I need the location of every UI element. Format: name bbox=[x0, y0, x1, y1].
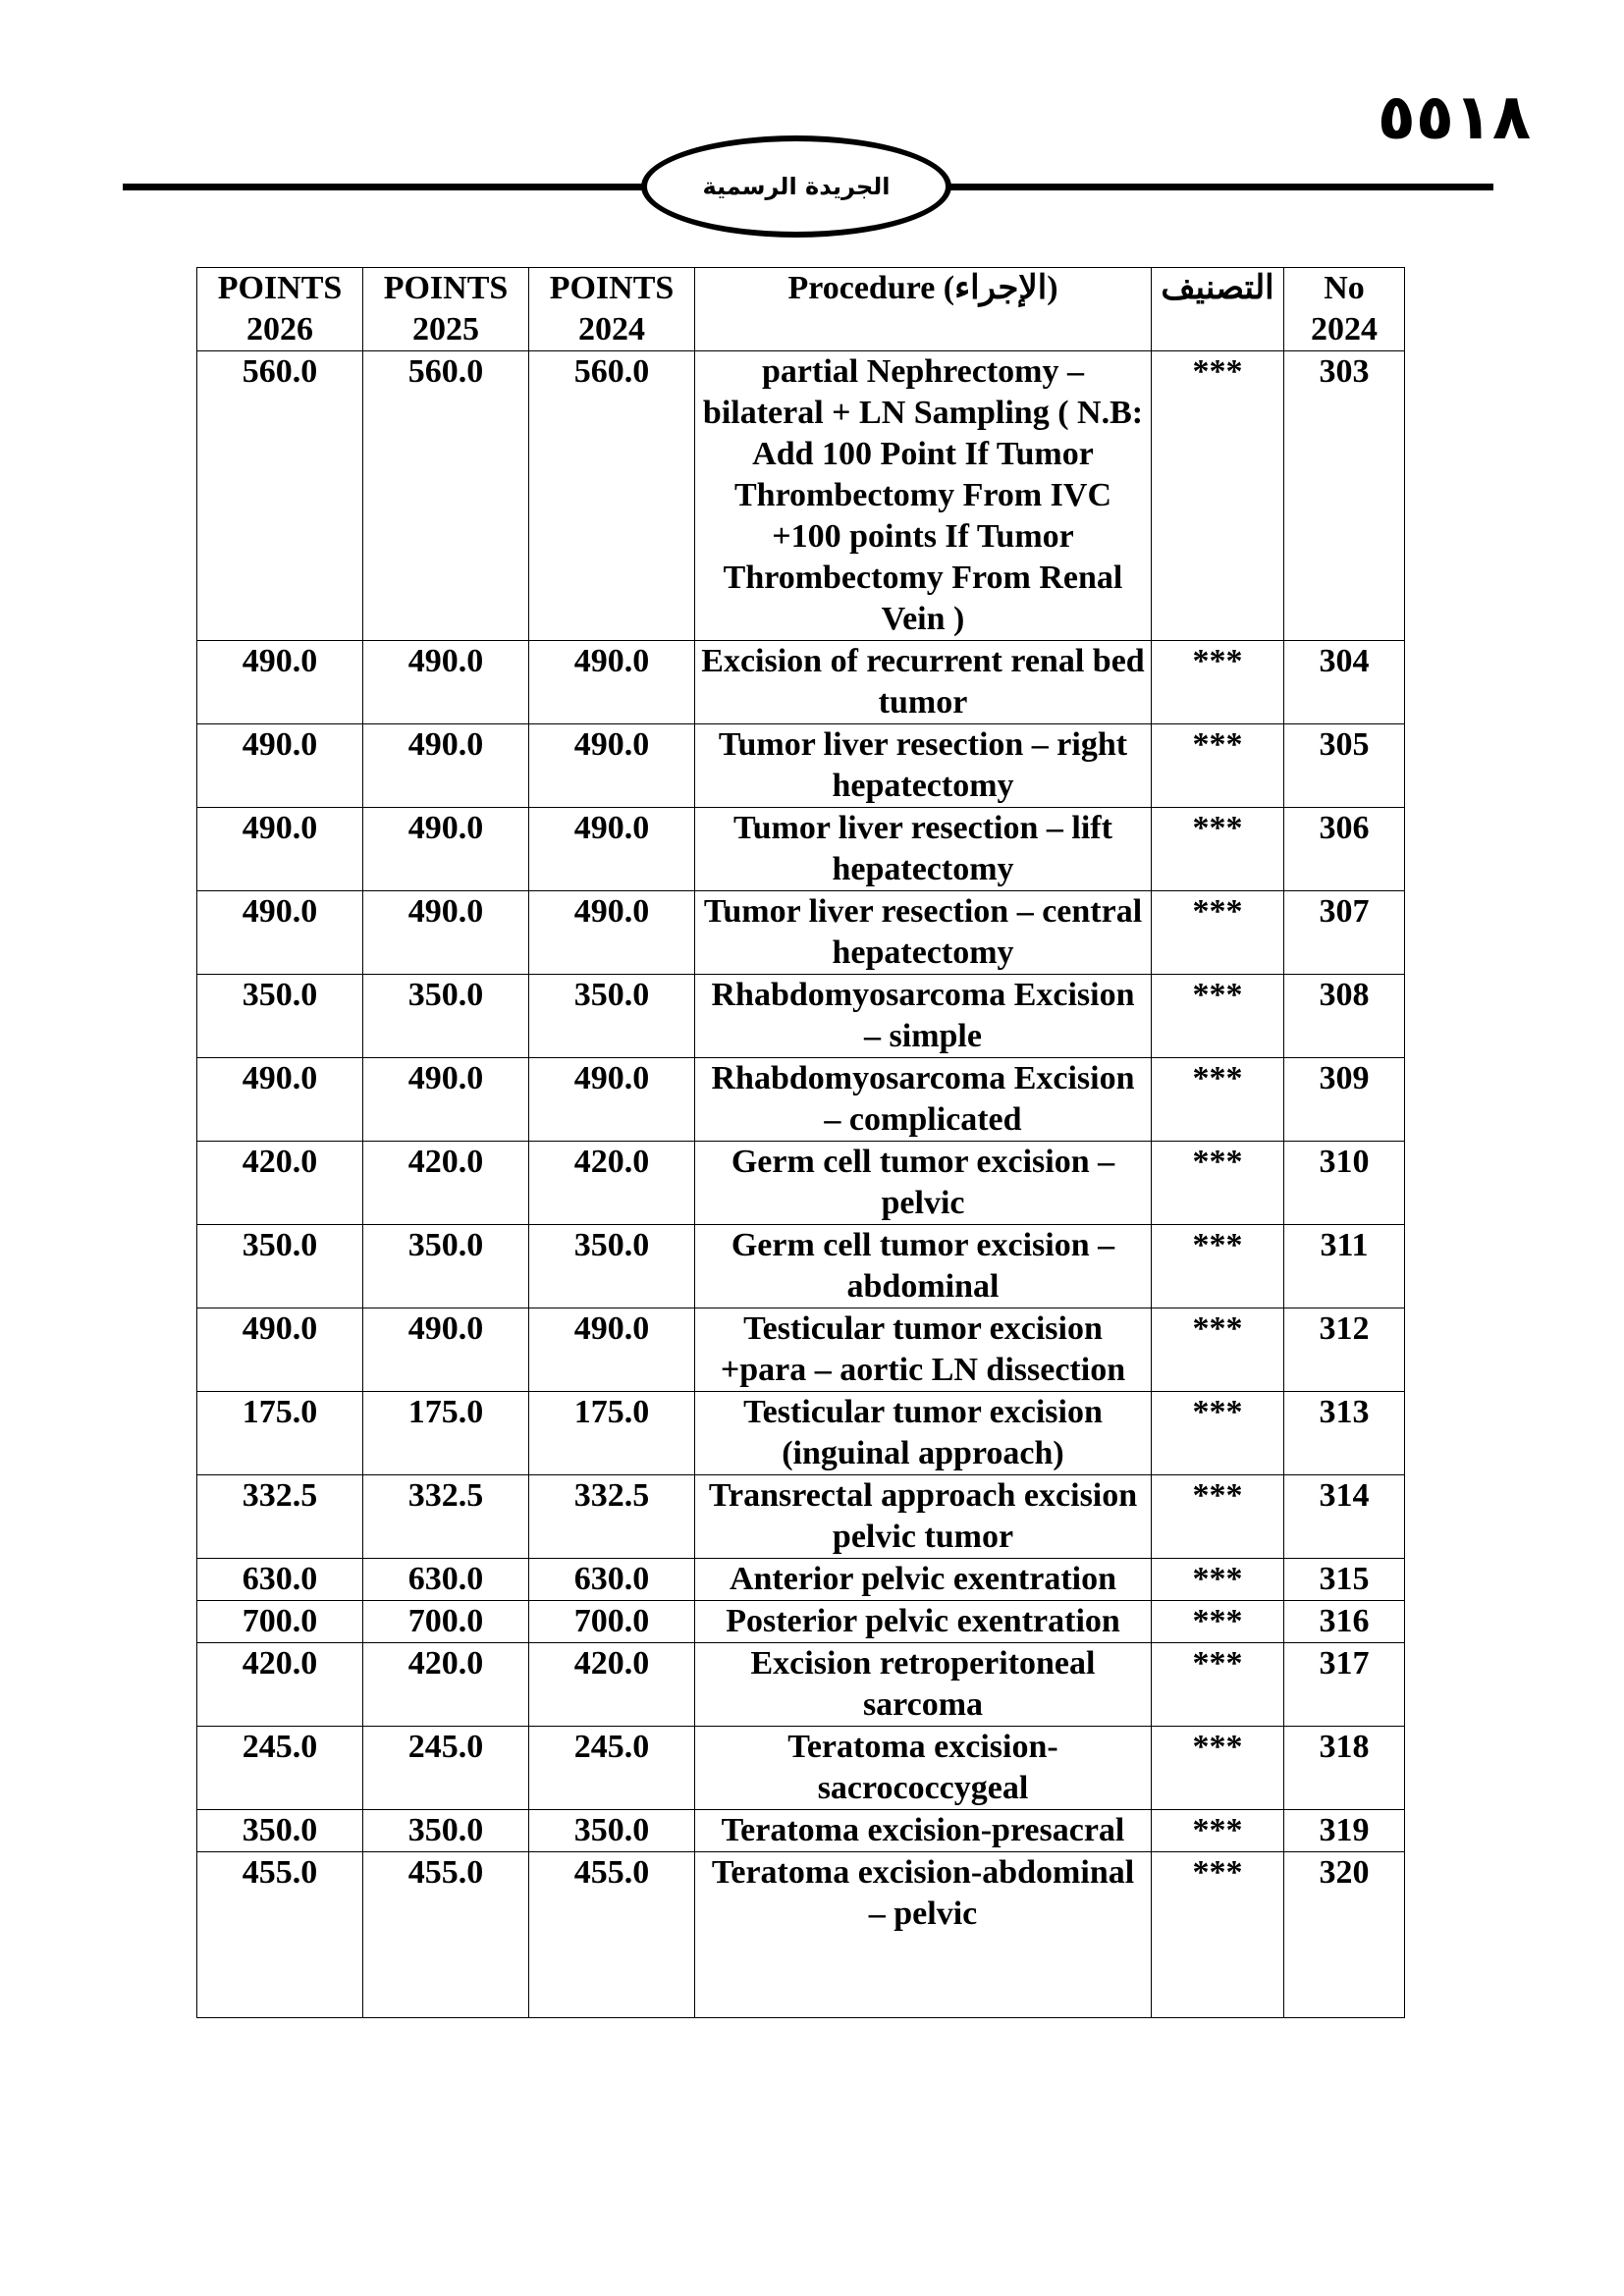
procedure-cell: Tumor liver resection – lift hepatectomy bbox=[695, 808, 1152, 891]
procedure-cell: Rhabdomyosarcoma Excision – complicated bbox=[695, 1058, 1152, 1142]
number-cell: 311 bbox=[1284, 1225, 1405, 1308]
points-2025-cell: 350.0 bbox=[363, 1810, 529, 1852]
points-2024-cell: 490.0 bbox=[529, 1058, 695, 1142]
classification-cell: *** bbox=[1152, 891, 1284, 975]
points-2025-cell: 700.0 bbox=[363, 1601, 529, 1643]
points-2026-cell: 350.0 bbox=[197, 1810, 363, 1852]
points-2025-cell: 490.0 bbox=[363, 891, 529, 975]
points-2025-cell: 490.0 bbox=[363, 641, 529, 724]
header-points-2025: POINTS 2025 bbox=[363, 268, 529, 351]
points-2024-cell: 455.0 bbox=[529, 1852, 695, 2018]
points-2025-cell: 560.0 bbox=[363, 351, 529, 641]
procedure-cell: Teratoma excision-abdominal – pelvic bbox=[695, 1852, 1152, 2018]
procedure-cell: partial Nephrectomy – bilateral + LN Sampling ( N.B: Add 100 Point If Tumor Thrombectomy From IVC +100 points If Tumor Thrombectomy From Renal Vein ) bbox=[695, 351, 1152, 641]
table-row bbox=[197, 1559, 1405, 1601]
table-row bbox=[197, 1475, 1405, 1559]
number-cell: 309 bbox=[1284, 1058, 1405, 1142]
table-row bbox=[197, 1727, 1405, 1810]
points-2025-cell: 350.0 bbox=[363, 1225, 529, 1308]
points-2025-cell: 490.0 bbox=[363, 724, 529, 808]
table-row bbox=[197, 1810, 1405, 1852]
points-2024-cell: 490.0 bbox=[529, 724, 695, 808]
points-2024-cell: 245.0 bbox=[529, 1727, 695, 1810]
points-2024-cell: 700.0 bbox=[529, 1601, 695, 1643]
number-cell: 303 bbox=[1284, 351, 1405, 641]
table-header-row bbox=[197, 268, 1405, 351]
procedure-cell: Excision retroperitoneal sarcoma bbox=[695, 1643, 1152, 1727]
table-row bbox=[197, 808, 1405, 891]
classification-cell: *** bbox=[1152, 1058, 1284, 1142]
points-2024-cell: 175.0 bbox=[529, 1392, 695, 1475]
number-cell: 315 bbox=[1284, 1559, 1405, 1601]
number-cell: 312 bbox=[1284, 1308, 1405, 1392]
points-2025-cell: 420.0 bbox=[363, 1142, 529, 1225]
gazette-title-oval bbox=[641, 135, 951, 238]
classification-cell: *** bbox=[1152, 1810, 1284, 1852]
number-cell: 316 bbox=[1284, 1601, 1405, 1643]
points-2025-cell: 420.0 bbox=[363, 1643, 529, 1727]
points-2025-cell: 490.0 bbox=[363, 808, 529, 891]
points-2026-cell: 350.0 bbox=[197, 1225, 363, 1308]
points-2025-cell: 455.0 bbox=[363, 1852, 529, 2018]
procedure-cell: Rhabdomyosarcoma Excision – simple bbox=[695, 975, 1152, 1058]
number-cell: 306 bbox=[1284, 808, 1405, 891]
number-cell: 313 bbox=[1284, 1392, 1405, 1475]
table-row bbox=[197, 351, 1405, 641]
points-2026-cell: 700.0 bbox=[197, 1601, 363, 1643]
points-2025-cell: 490.0 bbox=[363, 1308, 529, 1392]
number-cell: 307 bbox=[1284, 891, 1405, 975]
classification-cell: *** bbox=[1152, 1225, 1284, 1308]
points-2024-cell: 332.5 bbox=[529, 1475, 695, 1559]
classification-cell: *** bbox=[1152, 1559, 1284, 1601]
points-2026-cell: 420.0 bbox=[197, 1142, 363, 1225]
procedure-cell: Excision of recurrent renal bed tumor bbox=[695, 641, 1152, 724]
points-2025-cell: 490.0 bbox=[363, 1058, 529, 1142]
header-points-2024: POINTS 2024 bbox=[529, 268, 695, 351]
table-row bbox=[197, 1308, 1405, 1392]
table-row bbox=[197, 975, 1405, 1058]
number-cell: 305 bbox=[1284, 724, 1405, 808]
table-row bbox=[197, 1058, 1405, 1142]
header-points-2026: POINTS 2026 bbox=[197, 268, 363, 351]
number-cell: 308 bbox=[1284, 975, 1405, 1058]
points-2026-cell: 560.0 bbox=[197, 351, 363, 641]
points-2025-cell: 350.0 bbox=[363, 975, 529, 1058]
points-2026-cell: 332.5 bbox=[197, 1475, 363, 1559]
classification-cell: *** bbox=[1152, 641, 1284, 724]
number-cell: 320 bbox=[1284, 1852, 1405, 2018]
points-2026-cell: 455.0 bbox=[197, 1852, 363, 2018]
points-2025-cell: 245.0 bbox=[363, 1727, 529, 1810]
number-cell: 314 bbox=[1284, 1475, 1405, 1559]
points-2026-cell: 420.0 bbox=[197, 1643, 363, 1727]
points-2025-cell: 630.0 bbox=[363, 1559, 529, 1601]
table-row bbox=[197, 1643, 1405, 1727]
points-2024-cell: 490.0 bbox=[529, 891, 695, 975]
points-2024-cell: 490.0 bbox=[529, 641, 695, 724]
header-procedure: Procedure (الإجراء) bbox=[695, 268, 1152, 351]
classification-cell: *** bbox=[1152, 724, 1284, 808]
procedure-cell: Germ cell tumor excision – abdominal bbox=[695, 1225, 1152, 1308]
points-2024-cell: 350.0 bbox=[529, 975, 695, 1058]
procedure-cell: Tumor liver resection – central hepatectomy bbox=[695, 891, 1152, 975]
number-cell: 310 bbox=[1284, 1142, 1405, 1225]
points-2024-cell: 490.0 bbox=[529, 1308, 695, 1392]
procedure-cell: Teratoma excision-presacral bbox=[695, 1810, 1152, 1852]
procedure-cell: Testicular tumor excision +para – aortic LN dissection bbox=[695, 1308, 1152, 1392]
number-cell: 317 bbox=[1284, 1643, 1405, 1727]
points-2026-cell: 175.0 bbox=[197, 1392, 363, 1475]
table-row bbox=[197, 641, 1405, 724]
classification-cell: *** bbox=[1152, 1643, 1284, 1727]
number-cell: 319 bbox=[1284, 1810, 1405, 1852]
table-row bbox=[197, 1225, 1405, 1308]
table-row bbox=[197, 1852, 1405, 2018]
table-row bbox=[197, 724, 1405, 808]
points-2024-cell: 420.0 bbox=[529, 1643, 695, 1727]
table-row bbox=[197, 891, 1405, 975]
procedure-cell: Germ cell tumor excision – pelvic bbox=[695, 1142, 1152, 1225]
points-2025-cell: 332.5 bbox=[363, 1475, 529, 1559]
classification-cell: *** bbox=[1152, 1142, 1284, 1225]
table-row bbox=[197, 1601, 1405, 1643]
points-2026-cell: 245.0 bbox=[197, 1727, 363, 1810]
points-2024-cell: 630.0 bbox=[529, 1559, 695, 1601]
classification-cell: *** bbox=[1152, 1727, 1284, 1810]
number-cell: 304 bbox=[1284, 641, 1405, 724]
points-2024-cell: 350.0 bbox=[529, 1810, 695, 1852]
classification-cell: *** bbox=[1152, 1308, 1284, 1392]
procedure-cell: Teratoma excision-sacrococcygeal bbox=[695, 1727, 1152, 1810]
procedure-cell: Posterior pelvic exentration bbox=[695, 1601, 1152, 1643]
classification-cell: *** bbox=[1152, 351, 1284, 641]
classification-cell: *** bbox=[1152, 1392, 1284, 1475]
number-cell: 318 bbox=[1284, 1727, 1405, 1810]
procedure-cell: Transrectal approach excision pelvic tumor bbox=[695, 1475, 1152, 1559]
points-2026-cell: 490.0 bbox=[197, 891, 363, 975]
header-classification: التصنيف bbox=[1152, 268, 1284, 351]
table-row bbox=[197, 1142, 1405, 1225]
classification-cell: *** bbox=[1152, 1852, 1284, 2018]
points-2024-cell: 490.0 bbox=[529, 808, 695, 891]
points-2024-cell: 560.0 bbox=[529, 351, 695, 641]
points-2026-cell: 630.0 bbox=[197, 1559, 363, 1601]
table-row bbox=[197, 1392, 1405, 1475]
classification-cell: *** bbox=[1152, 975, 1284, 1058]
points-2024-cell: 350.0 bbox=[529, 1225, 695, 1308]
points-2026-cell: 350.0 bbox=[197, 975, 363, 1058]
procedure-points-table bbox=[196, 267, 1405, 2018]
procedure-cell: Tumor liver resection – right hepatectomy bbox=[695, 724, 1152, 808]
header-no-2024: No 2024 bbox=[1284, 268, 1405, 351]
page-number: ٥٥١٨ bbox=[1377, 81, 1531, 154]
classification-cell: *** bbox=[1152, 1601, 1284, 1643]
classification-cell: *** bbox=[1152, 808, 1284, 891]
procedure-cell: Anterior pelvic exentration bbox=[695, 1559, 1152, 1601]
procedure-cell: Testicular tumor excision (inguinal approach) bbox=[695, 1392, 1152, 1475]
points-2026-cell: 490.0 bbox=[197, 1308, 363, 1392]
points-2026-cell: 490.0 bbox=[197, 724, 363, 808]
points-2026-cell: 490.0 bbox=[197, 1058, 363, 1142]
points-2026-cell: 490.0 bbox=[197, 641, 363, 724]
points-2025-cell: 175.0 bbox=[363, 1392, 529, 1475]
points-2026-cell: 490.0 bbox=[197, 808, 363, 891]
classification-cell: *** bbox=[1152, 1475, 1284, 1559]
points-2024-cell: 420.0 bbox=[529, 1142, 695, 1225]
gazette-title: الجريدة الرسمية bbox=[702, 173, 891, 200]
